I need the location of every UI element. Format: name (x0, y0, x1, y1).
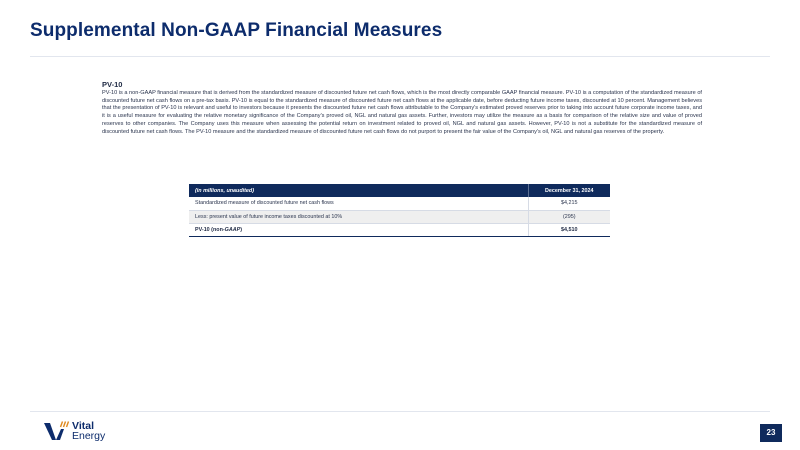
logo-word-energy: Energy (72, 430, 106, 442)
table-total-row (189, 223, 610, 236)
total-label: PV-10 (non-GAAP) (189, 223, 528, 236)
table-row (189, 197, 610, 210)
vital-energy-logo (44, 418, 134, 444)
section-body: PV-10 is a non-GAAP financial measure that is derived from the standardized measure of discounted future net cash flows, which is the most directly comparable GAAP financial measure. PV-10 is a computation of the standardized measure of discounted future net cash flows on a pre-tax basis. PV-10 is equal to the standardized measure of discounted future net cash flows at the applicable date, before deducting future income taxes, discounted at 10 percent. Management believes that the presentation of PV-10 is relevant and useful to investors because it presents the discounted future net cash flows attributable to the Company's estimated proved reserves prior to taking into account future corporate income taxes, and it is a useful measure for evaluating the relative monetary significance of the Company's proved oil, NGL and natural gas assets. Further, investors may utilize the measure as a basis for comparison of the relative size and value of proved reserves to other companies. The Company uses this measure when assessing the potential return on investment related to proved oil, NGL and natural gas assets. However, PV-10 is not a substitute for the standardized measure of discounted future net cash flows. The PV-10 measure and the standardized measure of discounted future net cash flows do not purport to present the fair value of the Company's oil, NGL and natural gas reserves of the property. (102, 90, 702, 135)
table-header-date: December 31, 2024 (528, 184, 610, 197)
table-row (189, 210, 610, 223)
page-title: Supplemental Non-GAAP Financial Measures (30, 20, 443, 41)
page-number-badge: 23 (760, 424, 782, 442)
section-heading: PV-10 (102, 80, 123, 89)
vital-energy-logo-icon (44, 420, 70, 442)
row-label: Standardized measure of discounted future net cash flows (189, 197, 528, 210)
logo-word-vital: Vital (72, 420, 94, 432)
row-label: Less: present value of future income taxes discounted at 10% (189, 210, 528, 223)
row-value: (295) (528, 210, 610, 223)
table-header-label: (in millions, unaudited) (189, 184, 528, 197)
title-divider (30, 56, 770, 57)
footer-divider (30, 411, 770, 412)
row-value: $4,215 (528, 197, 610, 210)
pv10-reconciliation-table (189, 184, 610, 237)
total-value: $4,510 (528, 223, 610, 236)
pv10-section (102, 80, 702, 136)
table-header-row (189, 184, 610, 197)
